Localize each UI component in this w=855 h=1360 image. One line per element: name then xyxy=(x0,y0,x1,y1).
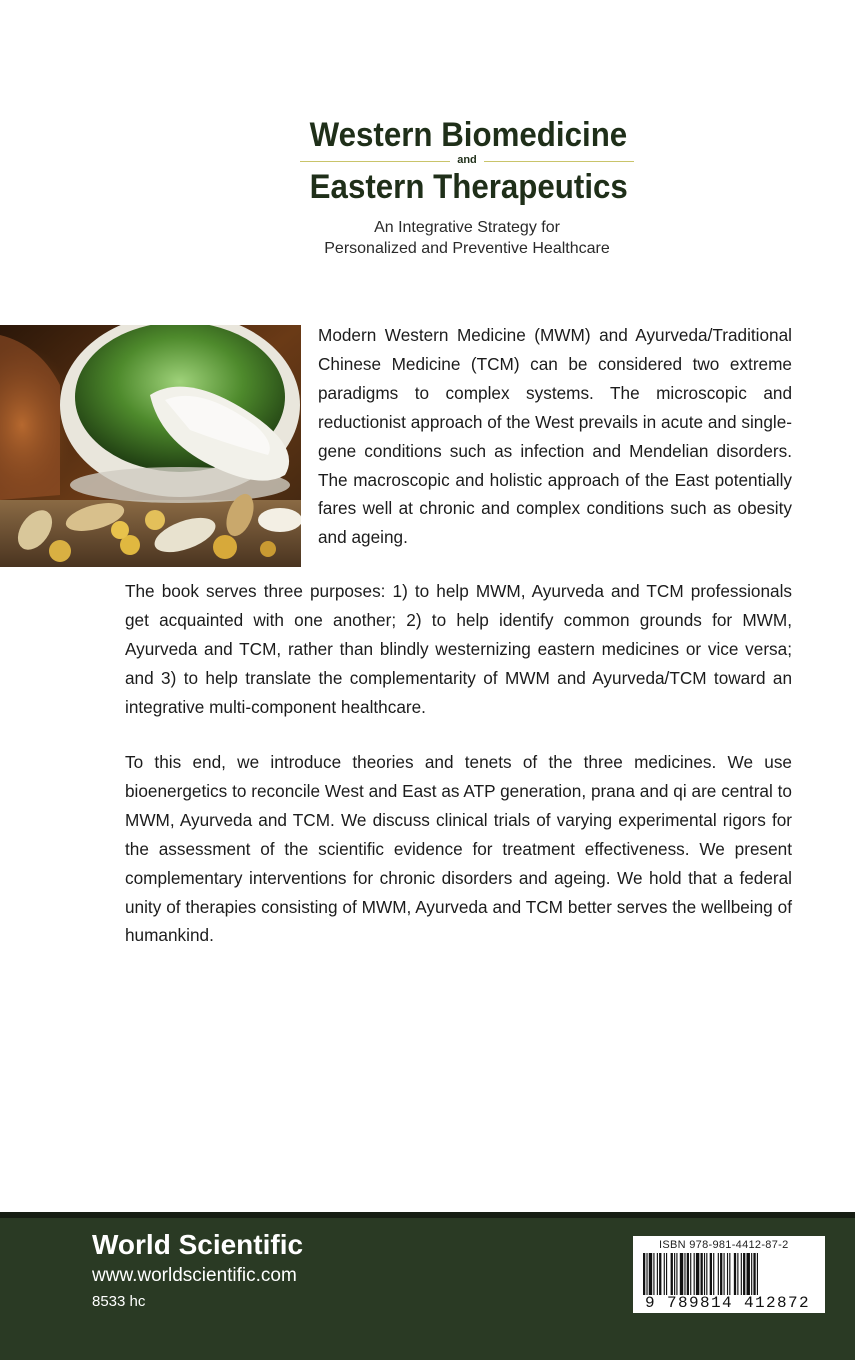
mortar-and-pills-photo xyxy=(0,325,301,567)
barcode-bar xyxy=(659,1253,661,1295)
isbn-label: ISBN 978-981-4412-87-2 xyxy=(659,1239,789,1251)
publisher-website: www.worldscientific.com xyxy=(92,1265,297,1286)
barcode-bar xyxy=(757,1253,758,1295)
barcode-bar xyxy=(737,1253,738,1295)
barcode-bar xyxy=(676,1253,677,1295)
cover-subtitle xyxy=(250,217,684,259)
barcode-bar xyxy=(694,1253,695,1295)
barcode-bar xyxy=(751,1253,752,1295)
barcode-bar xyxy=(704,1253,705,1295)
barcode-bar xyxy=(701,1253,703,1295)
divider-rule-right xyxy=(484,161,634,162)
barcode-bar xyxy=(729,1253,730,1295)
barcode-bar xyxy=(671,1253,673,1295)
barcode-bar xyxy=(657,1253,658,1295)
barcode-bar xyxy=(680,1253,683,1295)
title-line-1: Western Biomedicine xyxy=(309,116,628,154)
barcode-bars xyxy=(643,1253,817,1295)
barcode-bar xyxy=(710,1253,712,1295)
description-paragraph-2: The book serves three purposes: 1) to help MWM, Ayurveda and TCM professionals get acquainted with one another; 2) to help identify common grounds for MWM, Ayurveda and TCM, rather than blindly westernizing eastern medicines or vice versa; and 3) to help translate the complementarity of MWM and Ayurveda/TCM toward an integrative multi-component healthcare. xyxy=(125,581,792,717)
barcode-bar xyxy=(718,1253,719,1295)
barcode-bar xyxy=(706,1253,707,1295)
title-and-divider xyxy=(296,155,638,167)
cover-title xyxy=(296,115,638,207)
barcode-bar xyxy=(664,1253,665,1295)
barcode-bar xyxy=(646,1253,647,1295)
isbn-barcode xyxy=(633,1236,825,1313)
barcode-bar xyxy=(727,1253,728,1295)
description-paragraph-3: To this end, we introduce theories and tenets of the three medicines. We use bioenergetics to reconcile West and East as ATP generation, prana and qi are central to MWM, Ayurveda and TCM. We discuss clinical trials of varying experimental rigors for the assessment of the scientific evidence for treatment effectiveness. We present complementary interventions for chronic disorders and ageing. We hold that a federal unity of therapies consisting of MWM, Ayurveda and TCM better serves the wellbeing of humankind. xyxy=(125,752,792,946)
footer-top-rule xyxy=(0,1212,855,1218)
mortar-and-pills-illustration xyxy=(0,325,301,567)
barcode-bar xyxy=(734,1253,736,1295)
barcode-bar xyxy=(684,1253,685,1295)
barcode-bar xyxy=(690,1253,691,1295)
barcode-bar xyxy=(687,1253,689,1295)
barcode-bar xyxy=(653,1253,654,1295)
barcode-bar xyxy=(743,1253,745,1295)
barcode-bar xyxy=(643,1253,645,1295)
barcode-bar xyxy=(666,1253,667,1295)
barcode-bar xyxy=(649,1253,652,1295)
barcode-bar xyxy=(724,1253,725,1295)
publisher-name: World Scientific xyxy=(92,1229,304,1260)
barcode-digits: 9 789814 412872 xyxy=(645,1294,811,1312)
barcode-bar xyxy=(720,1253,722,1295)
barcode-bar xyxy=(696,1253,699,1295)
barcode-bar xyxy=(747,1253,750,1295)
barcode-bar xyxy=(741,1253,742,1295)
subtitle-line-2: Personalized and Preventive Healthcare xyxy=(324,240,610,257)
barcode-bar xyxy=(753,1253,755,1295)
description-paragraph-1: Modern Western Medicine (MWM) and Ayurveda/Traditional Chinese Medicine (TCM) can be considered two extreme paradigms to complex systems. The microscopic and reductionist approach of the West prevails in acute and single-gene conditions such as infection and Mendelian disorders. The macroscopic and holistic approach of the East potentially fares well at chronic and complex conditions such as obesity and ageing. xyxy=(318,325,792,548)
title-line-2: Eastern Therapeutics xyxy=(309,168,628,206)
barcode-bar xyxy=(713,1253,714,1295)
subtitle-line-1: An Integrative Strategy for xyxy=(374,219,560,236)
edition-code: 8533 hc xyxy=(92,1293,146,1310)
barcode-bar xyxy=(674,1253,675,1295)
title-and: and xyxy=(457,154,477,166)
